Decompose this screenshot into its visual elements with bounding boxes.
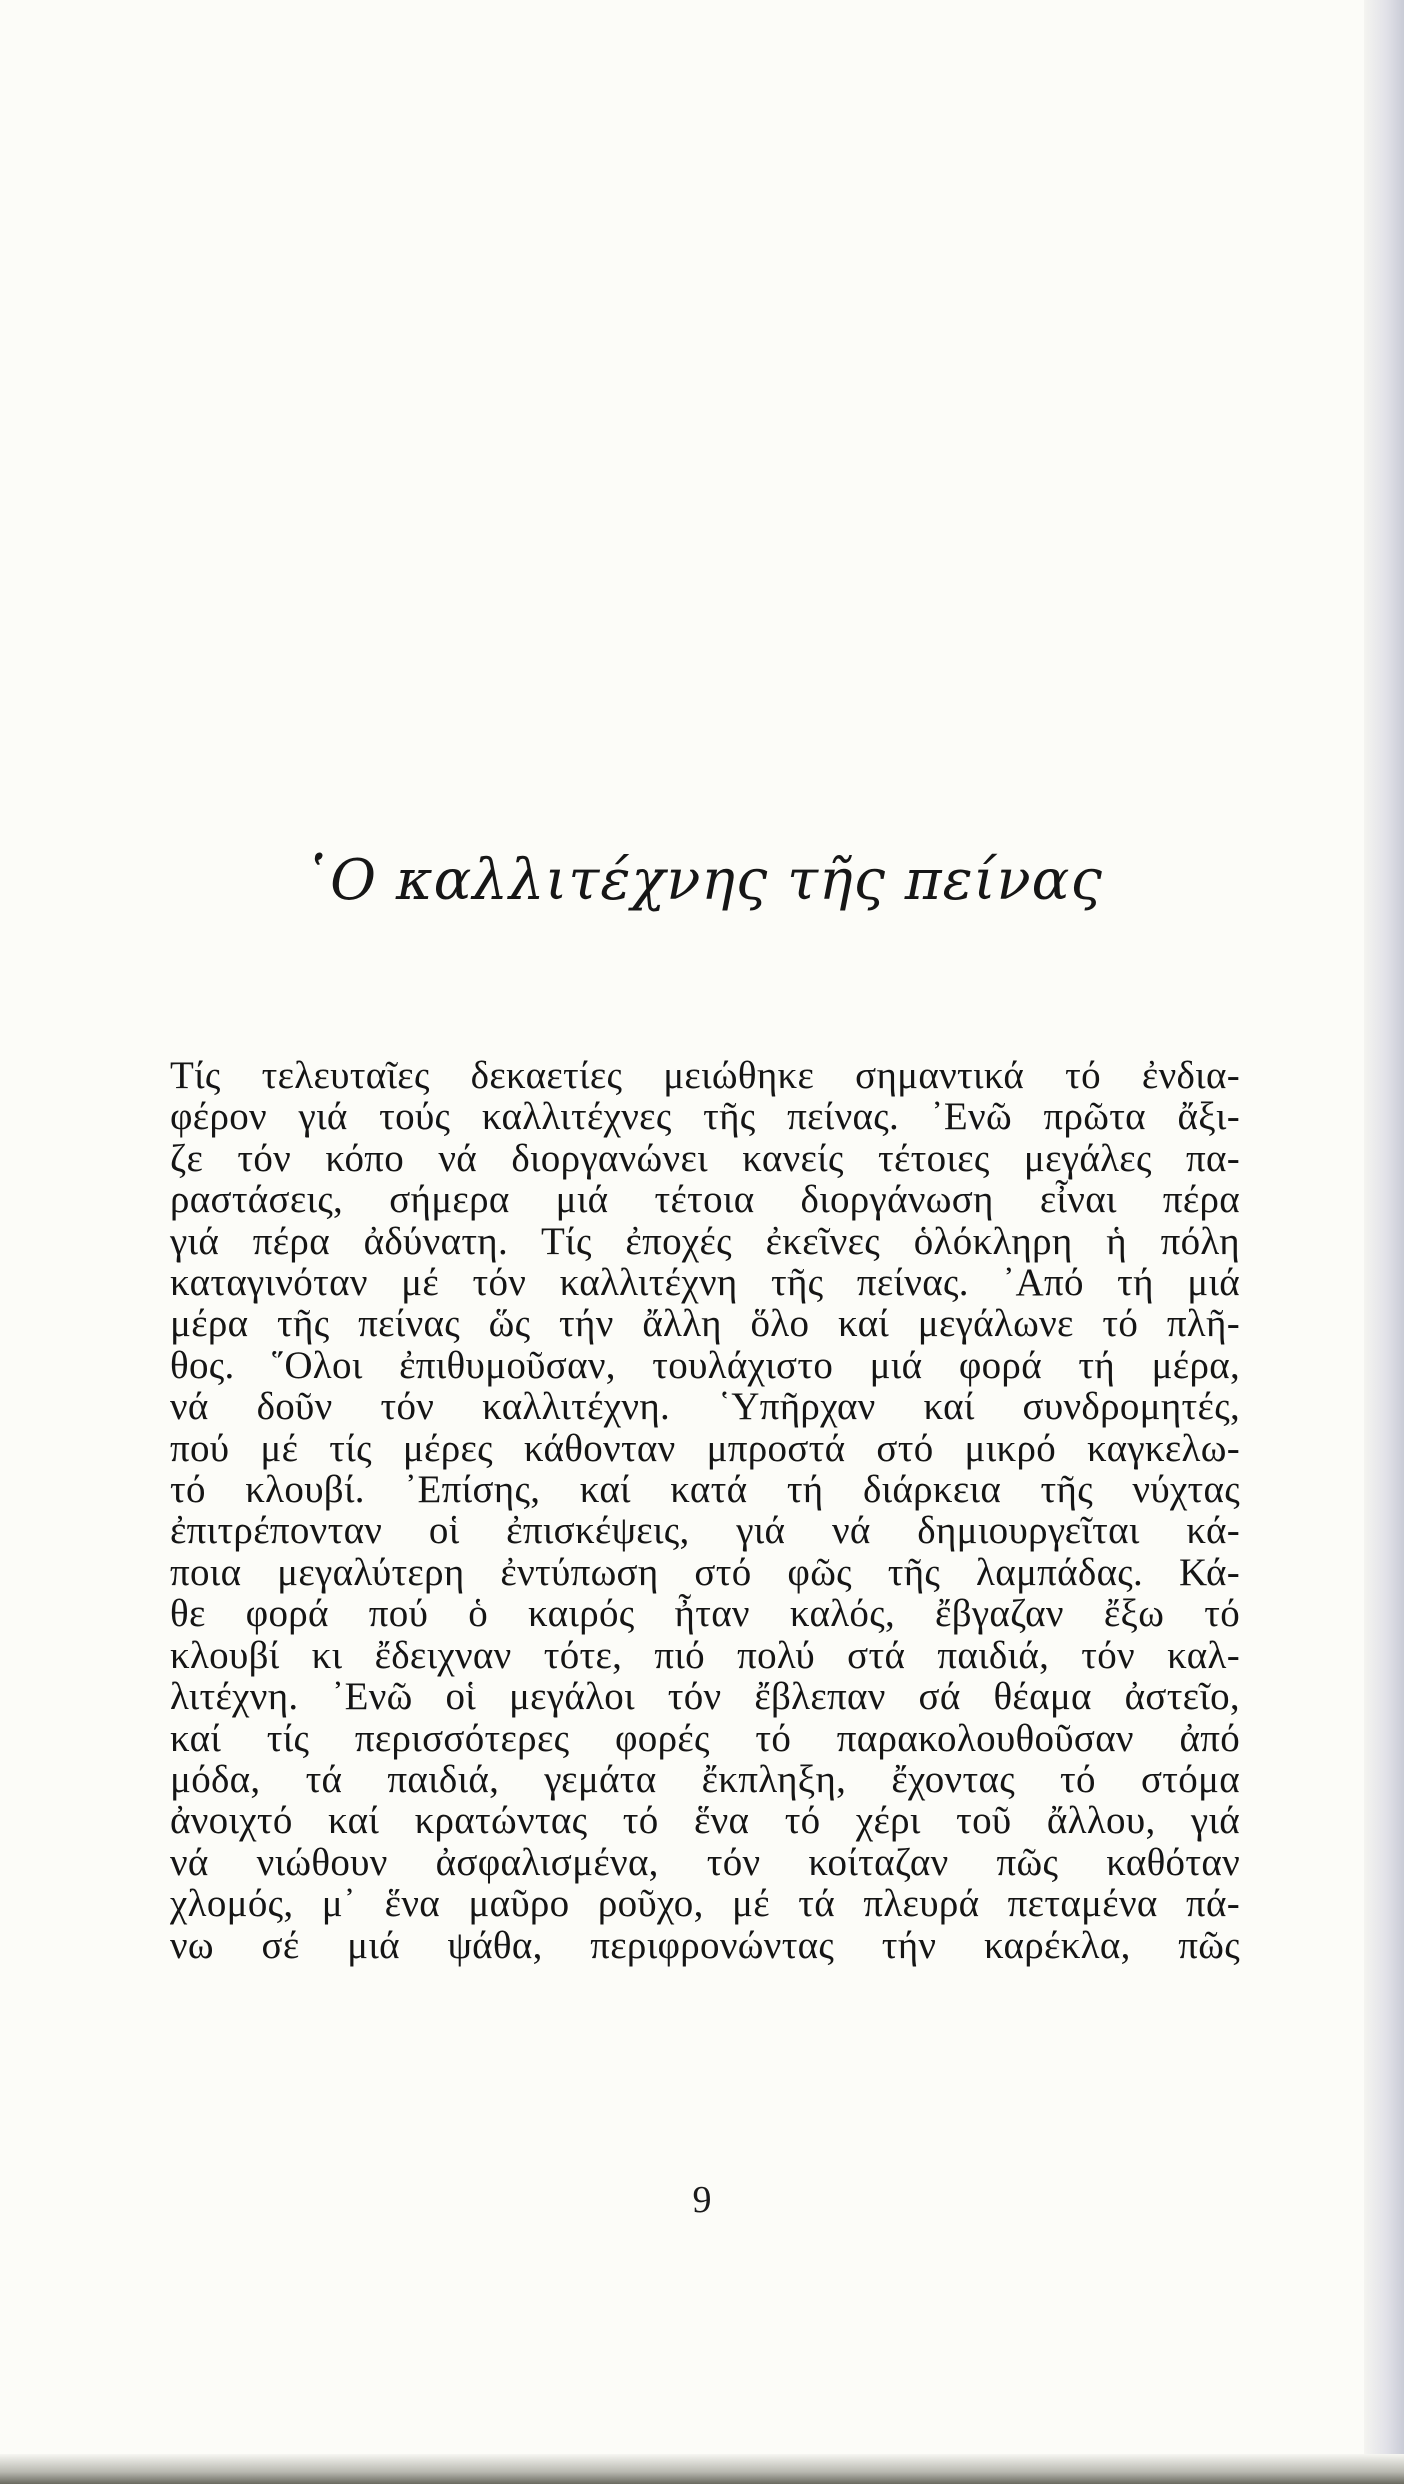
text-line: νω σέ μιά ψάθα, περιφρονώντας τήν καρέκλα, πῶς [170, 1923, 1240, 1967]
text-line: ραστάσεις, σήμερα μιά τέτοια διοργάνωση εἶναι πέρα [170, 1178, 1240, 1222]
text-line: ἐπιτρέπονταν οἱ ἐπισκέψεις, γιά νά δημιουργεῖται κά- [170, 1509, 1240, 1553]
text-line: Τίς τελευταῖες δεκαετίες μειώθηκε σημαντικά τό ἐνδια- [170, 1054, 1240, 1097]
text-line: καταγινόταν μέ τόν καλλιτέχνη τῆς πείνας. ᾿Από τή μιά [170, 1261, 1240, 1305]
text-line: ζε τόν κόπο νά διοργανώνει κανείς τέτοιες μεγάλες πα- [170, 1136, 1240, 1180]
text-line: μέρα τῆς πείνας ὥς τήν ἄλλη ὅλο καί μεγάλωνε τό πλῆ- [170, 1302, 1240, 1346]
text-line: ἀνοιχτό καί κρατώντας τό ἕνα τό χέρι τοῦ ἄλλου, γιά [170, 1799, 1240, 1843]
page-right-edge [1364, 0, 1404, 2484]
text-line: κλουβί κι ἔδειχναν τότε, πιό πολύ στά παιδιά, τόν καλ- [170, 1633, 1240, 1677]
text-line: γιά πέρα ἀδύνατη. Τίς ἐποχές ἐκεῖνες ὁλόκληρη ἡ πόλη [170, 1219, 1240, 1263]
chapter-title: ῾Ο καλλιτέχνης τῆς πείνας [301, 848, 1103, 913]
text-line: καί τίς περισσότερες φορές τό παρακολουθοῦσαν ἀπό [170, 1716, 1240, 1760]
text-line: λιτέχνη. ᾿Ενῶ οἱ μεγάλοι τόν ἔβλεπαν σά θέαμα ἀστεῖο, [170, 1675, 1240, 1719]
text-line: νά νιώθουν ἀσφαλισμένα, τόν κοίταζαν πῶς καθόταν [170, 1840, 1240, 1884]
body-text [170, 1055, 1240, 1966]
text-line: θε φορά πού ὁ καιρός ἦταν καλός, ἔβγαζαν ἔξω τό [170, 1592, 1240, 1636]
text-line: τό κλουβί. ᾿Επίσης, καί κατά τή διάρκεια τῆς νύχτας [170, 1468, 1240, 1512]
text-line: ποια μεγαλύτερη ἐντύπωση στό φῶς τῆς λαμπάδας. Κά- [170, 1550, 1240, 1594]
text-line: φέρον γιά τούς καλλιτέχνες τῆς πείνας. ᾿Ενῶ πρῶτα ἄξι- [170, 1095, 1240, 1139]
text-line: θος. ῞Ολοι ἐπιθυμοῦσαν, τουλάχιστο μιά φορά τή μέρα, [170, 1343, 1240, 1387]
text-line: νά δοῦν τόν καλλιτέχνη. ῾Υπῆρχαν καί συνδρομητές, [170, 1385, 1240, 1429]
page-number: 9 [692, 2179, 712, 2221]
text-line: χλομός, μ᾿ ἕνα μαῦρο ροῦχο, μέ τά πλευρά πεταμένα πά- [170, 1882, 1240, 1926]
text-line: πού μέ τίς μέρες κάθονταν μπροστά στό μικρό καγκελω- [170, 1426, 1240, 1470]
text-line: μόδα, τά παιδιά, γεμάτα ἔκπληξη, ἔχοντας τό στόμα [170, 1757, 1240, 1801]
page-bottom-edge [0, 2454, 1404, 2484]
